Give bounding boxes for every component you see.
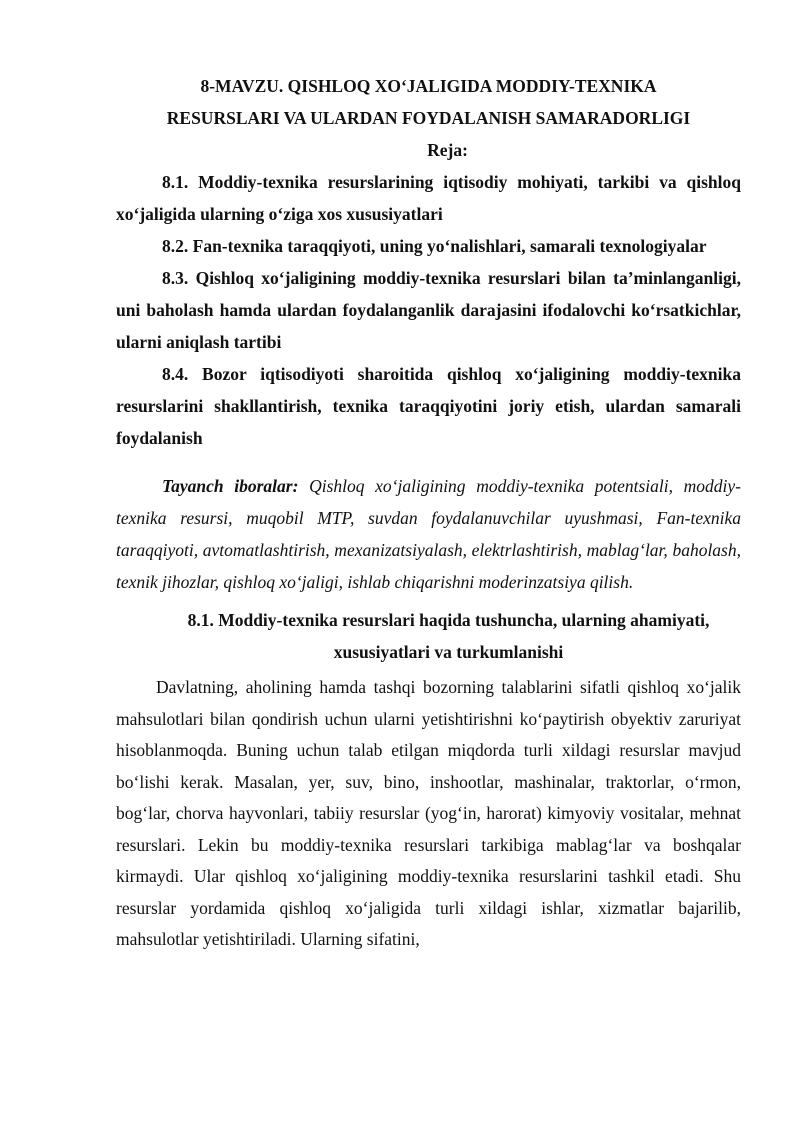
section-title	[116, 604, 741, 668]
document-title	[116, 70, 741, 134]
plan-item-8-1: 8.1. Moddiy-texnika resurslarining iqtisodiy mohiyati, tarkibi va qishloq xo‘jaligida ularning o‘ziga xos xususiyatlari	[116, 172, 741, 224]
title-line-1: 8-MAVZU. QISHLOQ XO‘JALIGIDA MODDIY-TEXNIKA	[200, 76, 657, 96]
plan-heading: Reja:	[427, 140, 468, 160]
keywords-label: Tayanch iboralar:	[162, 476, 299, 496]
keywords-paragraph	[116, 470, 741, 598]
section-title-line-2: xususiyatlari va turkumlanishi	[333, 642, 564, 662]
title-line-2: RESURSLARI VA ULARDAN FOYDALANISH SAMARADORLIGI	[166, 108, 691, 128]
plan-item-8-4: 8.4. Bozor iqtisodiyoti sharoitida qishloq xo‘jaligining moddiy-texnika resurslarini shakllantirish, texnika taraqqiyotini joriy etish, ulardan samarali foydalanish	[116, 364, 741, 448]
plan-item-8-3: 8.3. Qishloq xo‘jaligining moddiy-texnika resurslari bilan ta’minlanganligi, uni baholash hamda ulardan foydalanganlik darajasini ifodalovchi ko‘rsatkichlar, ularni aniqlash tartibi	[116, 268, 741, 352]
plan-item-8-2: 8.2. Fan-texnika taraqqiyoti, uning yo‘nalishlari, samarali texnologiyalar	[162, 236, 707, 256]
document-page	[116, 70, 741, 956]
section-title-line-1: 8.1. Moddiy-texnika resurslari haqida tushuncha, ularning ahamiyati,	[187, 610, 710, 630]
body-paragraph: Davlatning, aholining hamda tashqi bozorning talablarini sifatli qishloq xo‘jalik mahsulotlari bilan qondirish uchun ularni yetishtirishni ko‘paytirish obyektiv zaruriyat hisoblanmoqda. Buning uchun talab etilgan miqdorda turli xildagi resurslar mavjud bo‘lishi kerak. Masalan, yer, suv, bino, inshootlar, mashinalar, traktorlar, o‘rmon, bog‘lar, chorva hayvonlari, tabiiy resurslar (yog‘in, harorat) kimyoviy vositalar, mehnat resurslari. Lekin bu moddiy-texnika resurslari tarkibiga mablag‘lar va boshqalar kirmaydi. Ular qishloq xo‘jaligining moddiy-texnika resurslarini tashkil etadi. Shu resurslar yordamida qishloq xo‘jaligida turli xildagi ishlar, xizmatlar bajarilib, mahsulotlar yetishtiriladi. Ularning sifatini,	[116, 677, 741, 949]
keywords-text: Qishloq xo‘jaligining moddiy-texnika potentsiali, moddiy-texnika resursi, muqobil MTP, suvdan foydalanuvchilar uyushmasi, Fan-texnika taraqqiyoti, avtomatlashtirish, mexanizatsiyalash, elektrlashtirish, mablag‘lar, baholash, texnik jihozlar, qishloq xo‘jaligi, ishlab chiqarishni moderinzatsiya qilish.	[116, 476, 741, 592]
